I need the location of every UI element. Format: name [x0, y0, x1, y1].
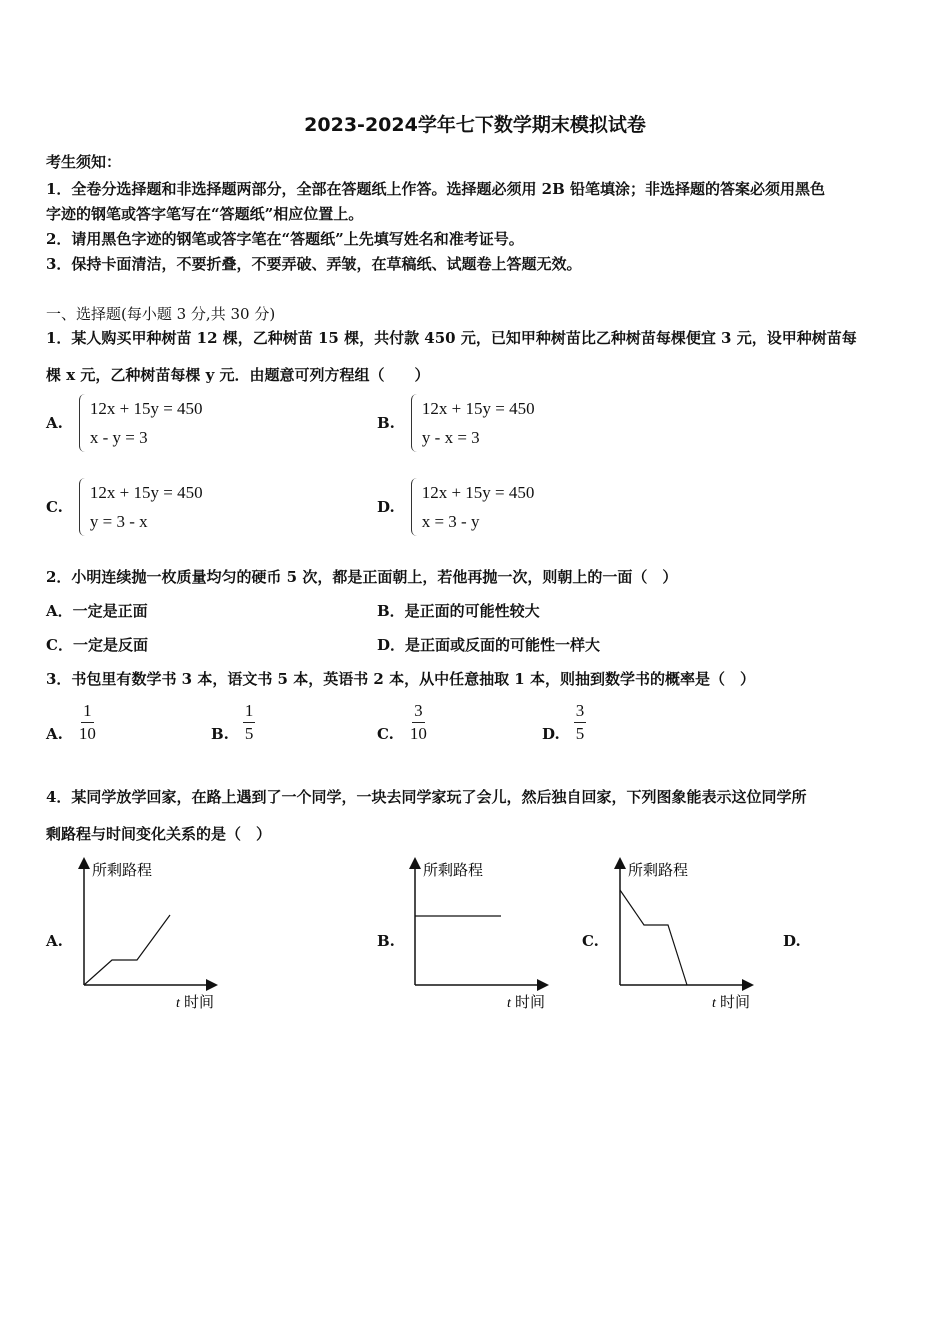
option-label: C.: [377, 724, 394, 743]
page-title: 2023-2024学年七下数学期末模拟试卷: [304, 114, 646, 136]
q2-option-c[interactable]: C．一定是反面: [46, 636, 148, 654]
notice-line-2: 2．请用黑色字迹的钢笔或答字笔在“答题纸”上先填写姓名和准考证号。: [46, 230, 524, 248]
q4-graph-b: [403, 855, 563, 1020]
option-label: B.: [211, 724, 229, 743]
equation: y = 3 - x: [89, 512, 148, 531]
equation: 12x + 15y = 450: [421, 483, 535, 502]
y-axis-label: 所剩路程: [628, 861, 689, 879]
q4-stem-line-2: 剩路程与时间变化关系的是（ ）: [46, 825, 272, 843]
option-label: A.: [46, 414, 63, 432]
q3-option-c[interactable]: [377, 700, 429, 745]
equation: 12x + 15y = 450: [421, 399, 535, 418]
notice-line-1b: 字迹的钢笔或答字笔写在“答题纸”相应位置上。: [46, 205, 364, 223]
x-axis-label: 时间: [515, 993, 546, 1011]
equation: x = 3 - y: [421, 512, 480, 531]
equation: x - y = 3: [89, 428, 148, 447]
option-label: A.: [46, 724, 63, 743]
q4-graph-c: [608, 855, 768, 1020]
q3-option-b[interactable]: [211, 700, 255, 745]
q4-stem-line-1: 4．某同学放学回家，在路上遇到了一个同学，一块去同学家玩了会儿，然后独自回家，下列图象能表示这位同学所: [46, 788, 807, 806]
q2-stem: 2．小明连续抛一枚质量均匀的硬币 5 次，都是正面朝上，若他再抛一次，则朝上的一面（ ）: [46, 568, 678, 586]
q4-option-b-label[interactable]: B.: [377, 932, 395, 950]
q2-option-d[interactable]: D．是正面或反面的可能性一样大: [377, 636, 601, 654]
q1-option-b[interactable]: [377, 394, 535, 452]
t-label: t: [712, 996, 716, 1011]
section-heading: 一、选择题(每小题 3 分,共 30 分): [46, 305, 276, 323]
t-label: t: [176, 996, 180, 1011]
option-label: D.: [377, 498, 395, 516]
graph-line: [84, 915, 170, 985]
q3-option-a[interactable]: [46, 700, 98, 745]
notice-heading: 考生须知：: [46, 153, 122, 171]
option-label: B.: [377, 414, 395, 432]
q3-stem: 3．书包里有数学书 3 本，语文书 5 本，英语书 2 本，从中任意抽取 1 本，则抽到数学书的概率是（ ）: [46, 670, 755, 688]
fraction: $\frac{3}{5}$: [575, 701, 585, 743]
x-axis-label: 时间: [184, 993, 215, 1011]
q1-option-c[interactable]: [46, 478, 203, 536]
option-label: D.: [542, 724, 560, 743]
q1-option-a[interactable]: [46, 394, 203, 452]
q1-stem-line-1: 1．某人购买甲种树苗 12 棵，乙种树苗 15 棵，共付款 450 元，已知甲种树苗比乙种树苗每棵便宜 3 元，设甲种树苗每: [46, 329, 857, 347]
fraction: $\frac{1}{10}$: [78, 701, 96, 743]
q3-option-d[interactable]: [542, 700, 586, 745]
q1-option-d[interactable]: [377, 478, 534, 536]
q1-stem-line-2: 棵 x 元，乙种树苗每棵 y 元．由题意可列方程组（ ）: [46, 366, 430, 384]
y-axis-label: 所剩路程: [92, 861, 153, 879]
fraction: $\frac{1}{5}$: [244, 701, 254, 743]
y-axis-label: 所剩路程: [423, 861, 484, 879]
t-label: t: [507, 996, 511, 1011]
brace-icon: [79, 478, 86, 536]
equation: 12x + 15y = 450: [89, 483, 203, 502]
option-label: C.: [46, 498, 63, 516]
notice-line-3: 3．保持卡面清洁，不要折叠，不要弄破、弄皱，在草稿纸、试题卷上答题无效。: [46, 255, 582, 273]
x-axis-label: 时间: [720, 993, 751, 1011]
brace-icon: [79, 394, 86, 452]
equation: y - x = 3: [421, 428, 480, 447]
equation: 12x + 15y = 450: [89, 399, 203, 418]
q4-option-c-label[interactable]: C.: [582, 932, 599, 950]
q4-option-a-label[interactable]: A.: [46, 932, 63, 950]
graph-line: [620, 890, 687, 985]
notice-line-1a: 1．全卷分选择题和非选择题两部分，全部在答题纸上作答。选择题必须用 2B 铅笔填涂；非选择题的答案必须用黑色: [46, 180, 826, 198]
brace-icon: [411, 394, 418, 452]
q4-graph-a: [72, 855, 232, 1020]
fraction: $\frac{3}{10}$: [409, 701, 427, 743]
brace-icon: [411, 478, 418, 536]
q2-option-b[interactable]: B．是正面的可能性较大: [377, 602, 540, 620]
q2-option-a[interactable]: A．一定是正面: [46, 602, 148, 620]
q4-option-d-label[interactable]: D.: [783, 932, 801, 950]
